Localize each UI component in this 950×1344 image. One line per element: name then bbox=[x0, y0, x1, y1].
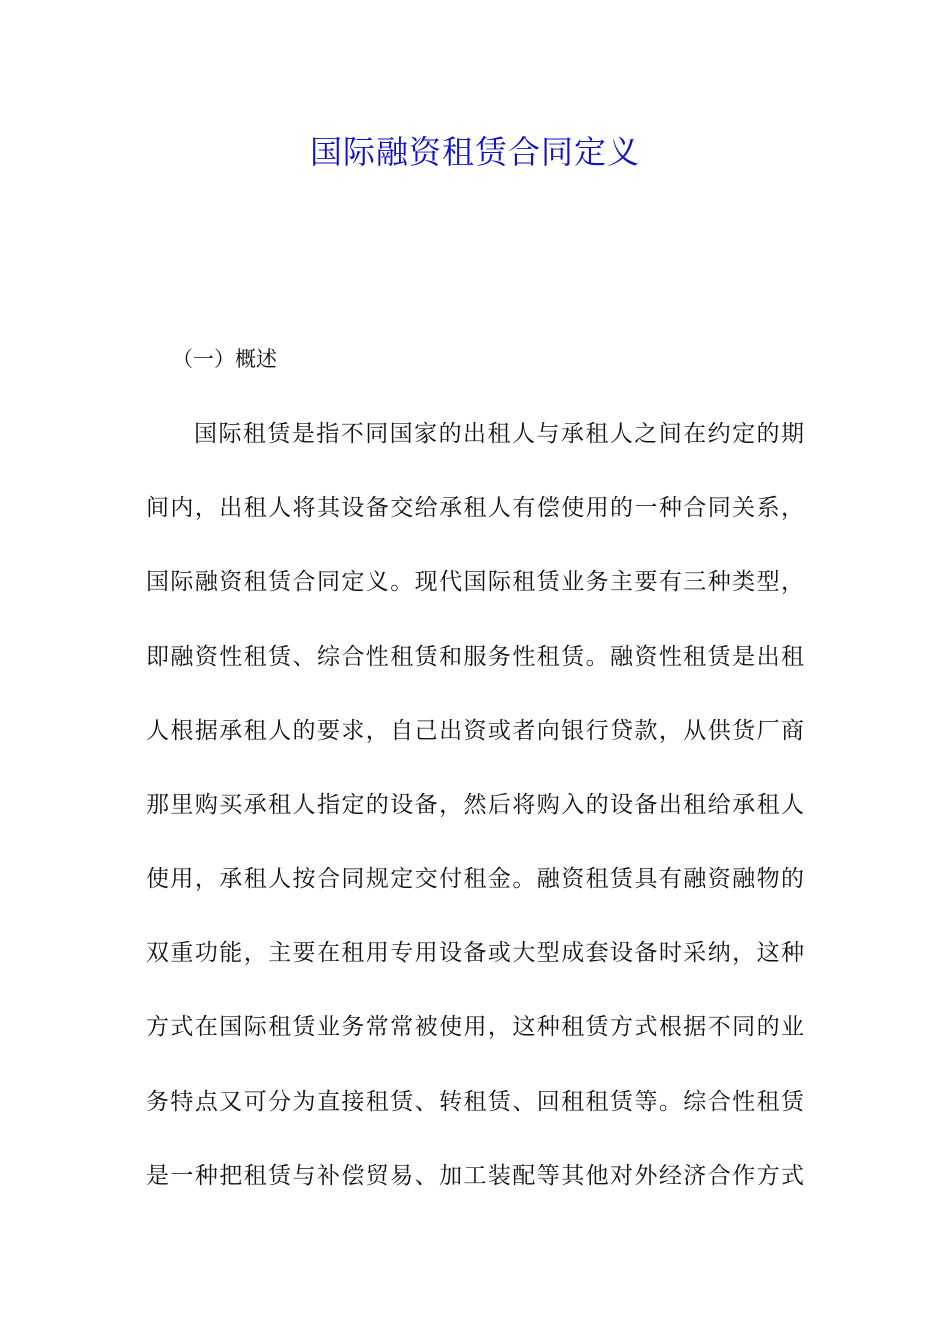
document-title: 国际融资租赁合同定义 bbox=[309, 133, 640, 171]
body-line: 即融资性租赁、综合性租赁和服务性租赁。融资性租赁是出租 bbox=[146, 644, 804, 670]
body-line: 务特点又可分为直接租赁、转租赁、回租租赁等。综合性租赁 bbox=[146, 1089, 804, 1115]
body-line: 方式在国际租赁业务常常被使用，这种租赁方式根据不同的业 bbox=[146, 1014, 804, 1040]
body-line: 人根据承租人的要求，自己出资或者向银行贷款，从供货厂商 bbox=[146, 718, 804, 744]
section-heading: （一）概述 bbox=[172, 347, 277, 371]
body-line: 是一种把租赁与补偿贸易、加工装配等其他对外经济合作方式 bbox=[146, 1163, 804, 1189]
body-line: 双重功能，主要在租用专用设备或大型成套设备时采纳，这种 bbox=[146, 940, 804, 966]
body-line: 国际融资租赁合同定义。现代国际租赁业务主要有三种类型， bbox=[146, 569, 804, 595]
body-line: 那里购买承租人指定的设备，然后将购入的设备出租给承租人 bbox=[146, 792, 804, 818]
body-line: 使用，承租人按合同规定交付租金。融资租赁具有融资融物的 bbox=[146, 866, 804, 892]
body-line: 间内，出租人将其设备交给承租人有偿使用的一种合同关系， bbox=[146, 495, 804, 521]
body-line: 国际租赁是指不同国家的出租人与承租人之间在约定的期 bbox=[194, 421, 804, 447]
